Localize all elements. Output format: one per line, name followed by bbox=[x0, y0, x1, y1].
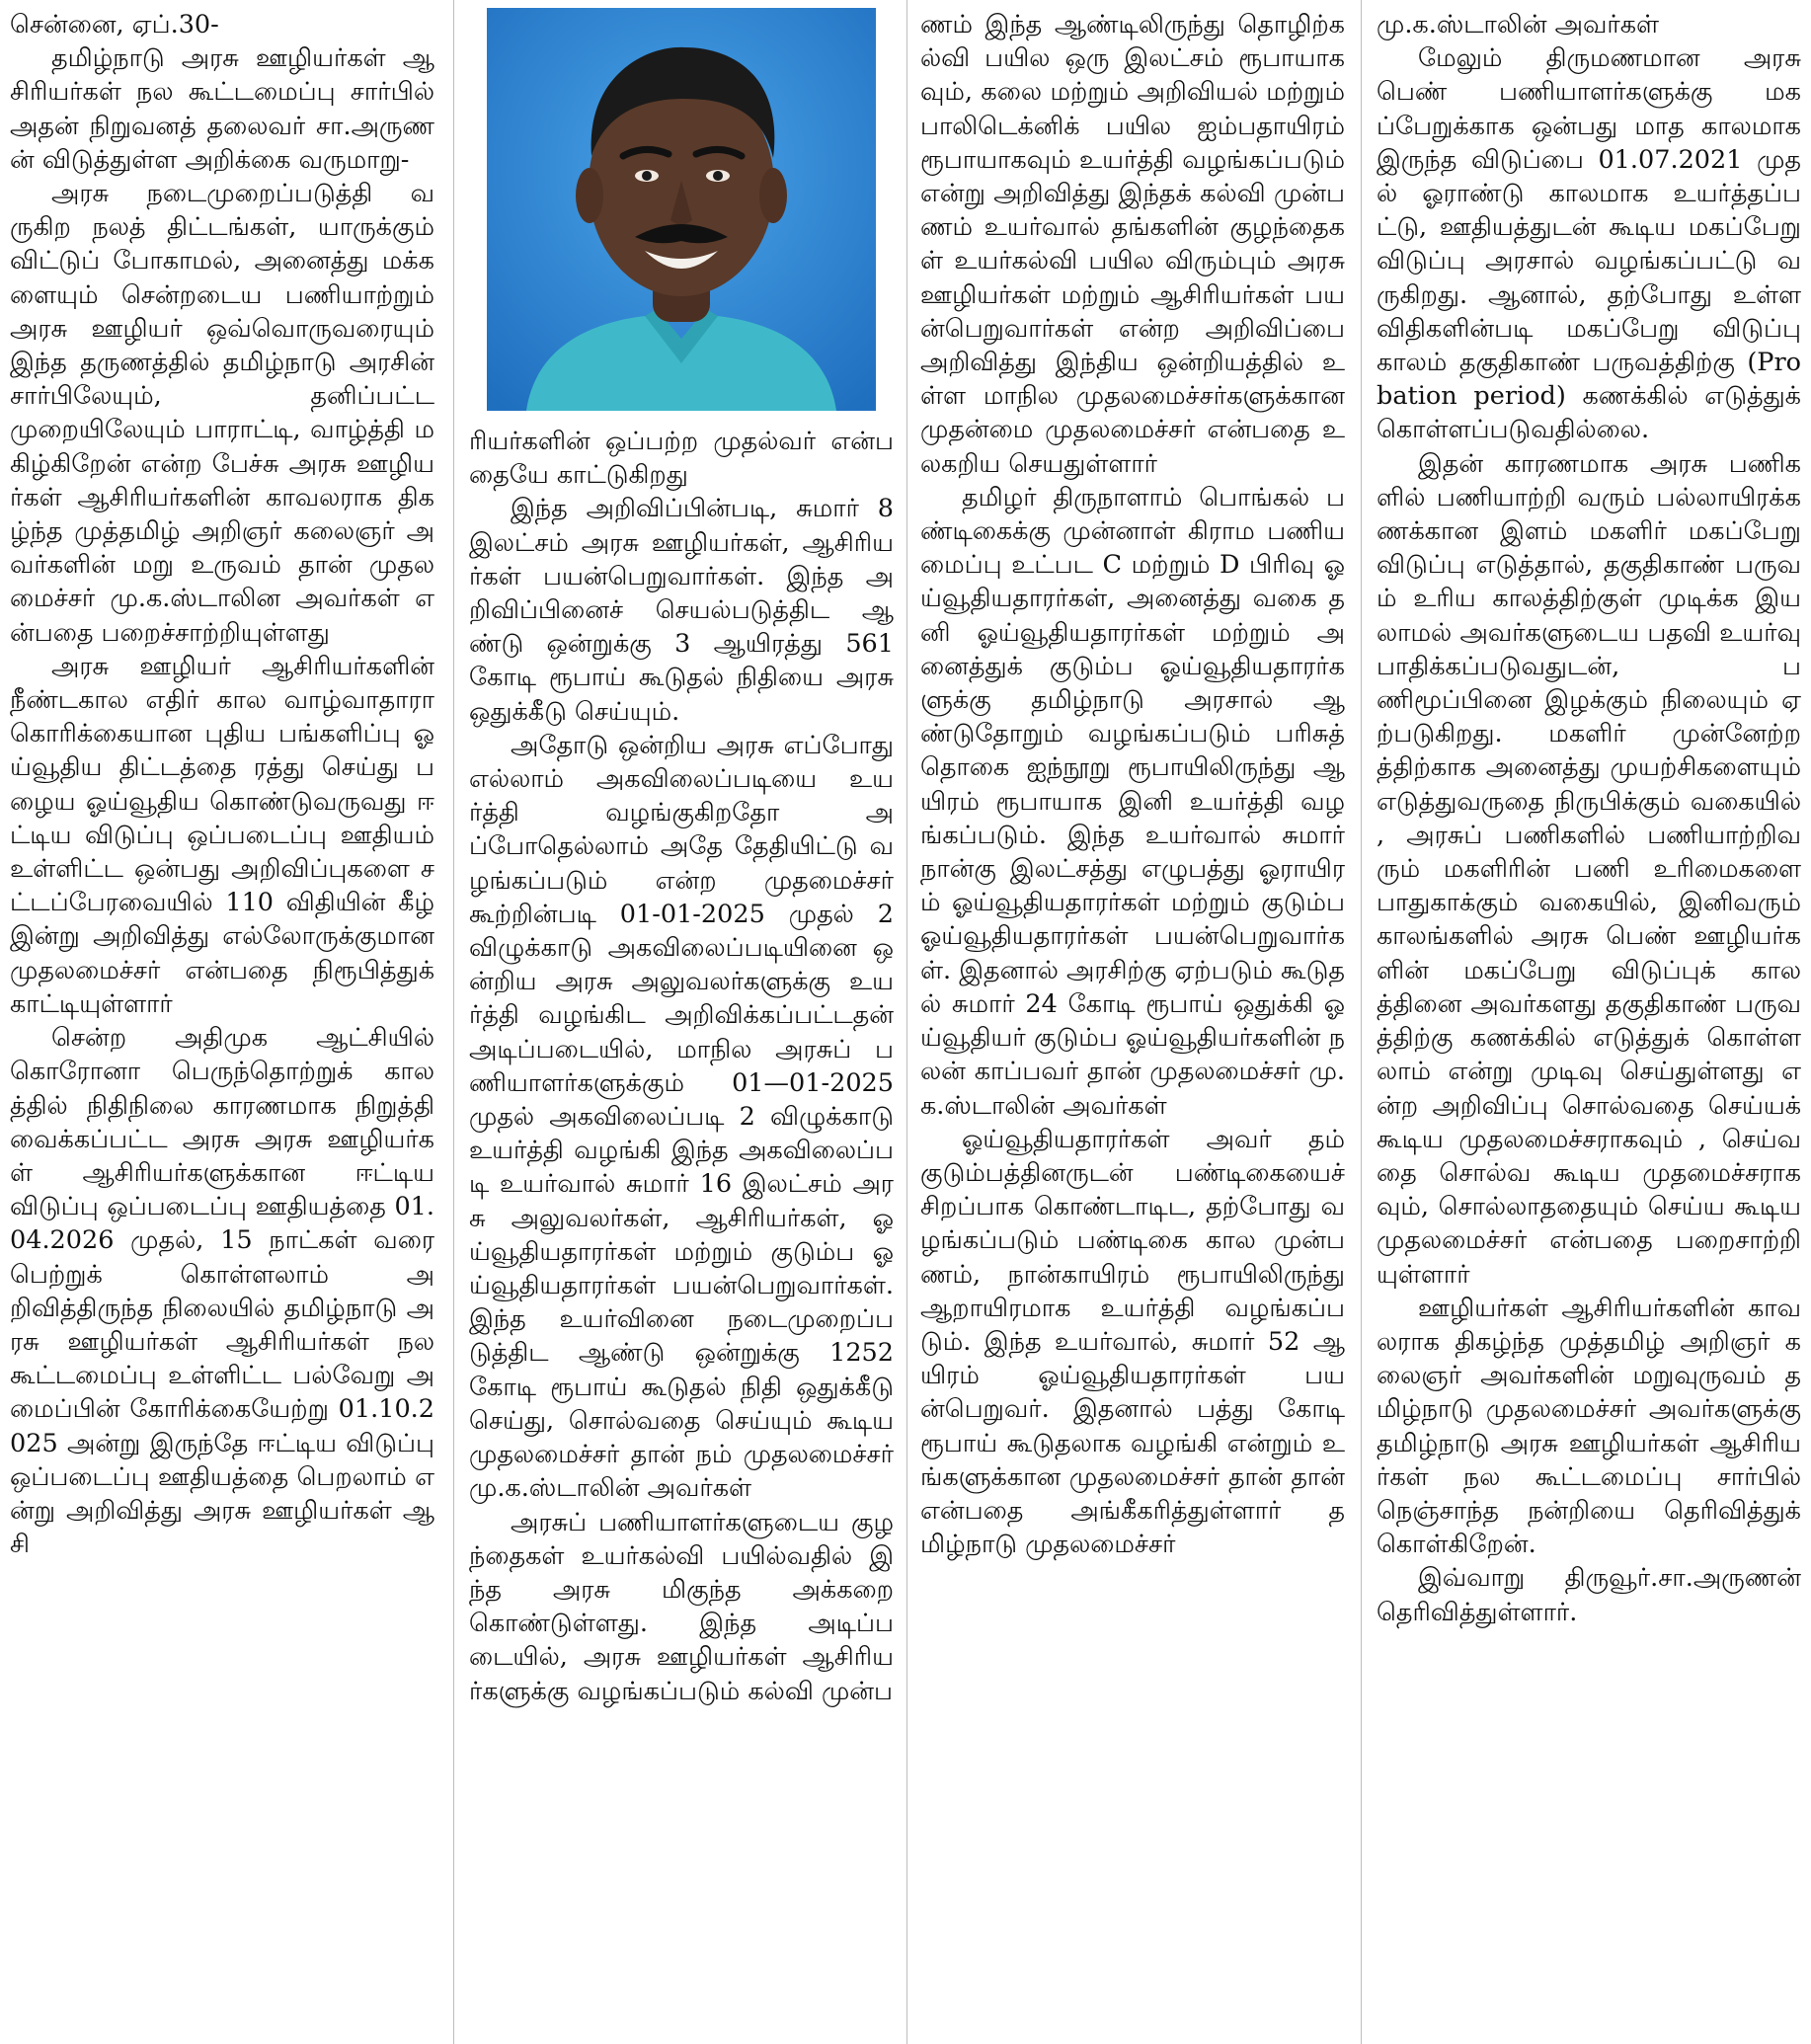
dateline: சென்னை, ஏப்.30- bbox=[10, 10, 219, 39]
paragraph: தமிழ்நாடு அரசு ஊழியர்கள் ஆசிரியர்கள் நல கூட்டமைப்பு சார்பில் அதன் நிறுவனத் தலைவர் சா.அருணன் விடுத்துள்ள அறிக்கை வருமாறு- bbox=[10, 43, 434, 175]
closing-line: இவ்வாறு திருவூர்.சா.அருணன் தெரிவித்துள்ளார். bbox=[1377, 1563, 1801, 1627]
column-divider bbox=[906, 0, 907, 2044]
column-divider bbox=[1361, 0, 1362, 2044]
paragraph: மேலும் திருமணமான அரசு பெண் பணியாளர்களுக்கு மகப்பேறுக்காக ஒன்பது மாத காலமாக இருந்த விடுப்பை 01.07.2021 முதல் ஓராண்டு காலமாக உயர்த்தப்பட்டு, ஊதியத்துடன் கூடிய மகப்பேறு விடுப்பு அரசால் வழங்கப்பட்டு வருகிறது. ஆனால், தற்போது உள்ள விதிகளின்படி மகப்பேறு விடுப்பு காலம் தகுதிகாண் பருவத்திற்கு (Probation period) கணக்கில் எடுத்துக் கொள்ளப்படுவதில்லை. bbox=[1377, 43, 1801, 445]
paragraph: அரசு நடைமுறைப்படுத்தி வருகிற நலத் திட்டங்கள், யாருக்கும் விட்டுப் போகாமல், அனைத்து மக்களையும் சென்றடைய பணியாற்றும் அரசு ஊழியர் ஒவ்வொருவரையும் இந்த தருணத்தில் தமிழ்நாடு அரசின் சார்பிலேயும், தனிப்பட்ட முறையிலேயும் பாராட்டி, வாழ்த்தி மகிழ்கிறேன் என்ற பேச்சு அரசு ஊழியர்கள் ஆசிரியர்களின் காவலராக திகழ்ந்த முத்தமிழ் அறிஞர் கலைஞர் அவர்களின் மறு உருவம் தான் முதலமைச்சர் மு.க.ஸ்டாலின அவர்கள் என்பதை பறைச்சாற்றியுள்ளது bbox=[10, 179, 434, 648]
paragraph: இந்த அறிவிப்பின்படி, சுமார் 8 இலட்சம் அரசு ஊழியர்கள், ஆசிரியர்கள் பயன்பெறுவார்கள். இந்த அறிவிப்பினைச் செயல்படுத்திட ஆண்டு ஒன்றுக்கு 3 ஆயிரத்து 561 கோடி ரூபாய் கூடுதல் நிதியை அரசு ஒதுக்கீடு செய்யும். bbox=[469, 494, 894, 727]
paragraph: அரசுப் பணியாளர்களுடைய குழந்தைகள் உயர்கல்வி பயில்வதில் இந்த அரசு மிகுந்த அக்கறை கொண்டுள்ளது. இந்த அடிப்படையில், அரசு ஊழியர்கள் ஆசிரியர்களுக்கு வழங்கப்படும் கல்வி முன்ப bbox=[469, 1507, 894, 1706]
left-ear bbox=[576, 168, 603, 223]
paragraph: ஓய்வூதியதாரர்கள் அவர் தம் குடும்பத்தினருடன் பண்டிகையைச் சிறப்பாக கொண்டாடிட, தற்போது வழங்கப்படும் பண்டிகை கால முன்பணம், நான்காயிரம் ரூபாயிலிருந்து ஆறாயிரமாக உயர்த்தி வழங்கப்படும். இந்த உயர்வால், சுமார் 52 ஆயிரம் ஓய்வூதியதாரர்கள் பயன்பெறுவர். இதனால் பத்து கோடி ரூபாய் கூடுதலாக வழங்கி என்றும் உங்களுக்கான முதலமைச்சர் தான் தான் என்பதை அங்கீகரித்துள்ளார் தமிழ்நாடு முதலமைச்சர் bbox=[920, 1124, 1345, 1560]
column-1 bbox=[0, 0, 444, 2044]
paragraph: மு.க.ஸ்டாலின் அவர்கள் bbox=[1377, 10, 1660, 39]
paragraph: தமிழர் திருநாளாம் பொங்கல் பண்டிகைக்கு முன்னாள் கிராம பணியமைப்பு உட்பட C மற்றும் D பிரிவு ஓய்வூதியதாரர்கள், அனைத்து வகை தனி ஓய்வூதியதாரர்கள் மற்றும் அனைத்துக் குடும்ப ஓய்வூதியதாரர்களுக்கு தமிழ்நாடு அரசால் ஆண்டுதோறும் வழங்கப்படும் பரிசுத் தொகை ஐந்நூறு ரூபாயிலிருந்து ஆயிரம் ரூபாயாக இனி உயர்த்தி வழங்கப்படும். இந்த உயர்வால் சுமார் நான்கு இலட்சத்து எழுபத்து ஓராயிரம் ஓய்வூதியதாரர்கள் மற்றும் குடும்ப ஓய்வூதியதாரர்கள் பயன்பெறுவார்கள். இதனால் அரசிற்கு ஏற்படும் கூடுதல் சுமார் 24 கோடி ரூபாய் ஒதுக்கி ஓய்வூதியர் குடும்ப ஓய்வூதியர்களின் நலன் காப்பவர் தான் முதலமைச்சர் மு.க.ஸ்டாலின் அவர்கள் bbox=[920, 482, 1345, 1121]
paragraph: அதோடு ஒன்றிய அரசு எப்போது எல்லாம் அகவிலைப்படியை உயர்த்தி வழங்குகிறதோ அப்போதெல்லாம் அதே தேதியிட்டு வழங்கப்படும் என்ற முதமைச்சர் கூற்றின்படி 01-01-2025 முதல் 2 விழுக்காடு அகவிலைப்படியினை ஒன்றிய அரசு அலுவலர்களுக்கு உயர்த்தி வழங்கிட அறிவிக்கப்பட்டதன் அடிப்படையில், மாநில அரசுப் பணியாளர்களுக்கும் 01—01-2025 முதல் அகவிலைப்படி 2 விழுக்காடு உயர்த்தி வழங்கி இந்த அகவிலைப்படி உயர்வால் சுமார் 16 இலட்சம் அரசு அலுவலர்கள், ஆசிரியர்கள், ஓய்வூதியதாரர்கள் மற்றும் குடும்ப ஓய்வூதியதாரர்கள் பயன்பெறுவார்கள். இந்த உயர்வினை நடைமுறைப்படுத்திட ஆண்டு ஒன்றுக்கு 1252 கோடி ரூபாய் கூடுதல் நிதி ஒதுக்கீடு செய்து, சொல்வதை செய்யும் கூடிய முதலமைச்சர் தான் நம் முதலமைச்சர் மு.க.ஸ்டாலின் அவர்கள் bbox=[469, 730, 894, 1504]
right-ear bbox=[759, 168, 787, 223]
column-3 bbox=[910, 0, 1355, 2044]
column-2 bbox=[459, 0, 904, 2044]
portrait-photo bbox=[487, 8, 876, 411]
paragraph: ஊழியர்கள் ஆசிரியர்களின் காவலராக திகழ்ந்த முத்தமிழ் அறிஞர் கலைஞர் அவர்களின் மறுவுருவம் தமிழ்நாடு முதலமைச்சர் அவர்களுக்கு தமிழ்நாடு அரசு ஊழியர்கள் ஆசிரியர்கள் நல கூட்டமைப்பு சார்பில் நெஞ்சாந்த நன்றியை தெரிவித்துக் கொள்கிறேன். bbox=[1377, 1293, 1801, 1560]
paragraph: ரியர்களின் ஒப்பற்ற முதல்வர் என்பதையே காட்டுகிறது bbox=[469, 427, 894, 491]
paragraph: ணம் இந்த ஆண்டிலிருந்து தொழிற்கல்வி பயில ஒரு இலட்சம் ரூபாயாகவும், கலை மற்றும் அறிவியல் மற்றும் பாலிடெக்னிக் பயில ஐம்பதாயிரம் ரூபாயாகவும் உயர்த்தி வழங்கப்படும் என்று அறிவித்து இந்தக் கல்வி முன்பணம் உயர்வால் தங்களின் குழந்தைகள் உயர்கல்வி பயில விரும்பும் அரசு ஊழியர்கள் மற்றும் ஆசிரியர்கள் பயன்பெறுவார்கள் என்ற அறிவிப்பை அறிவித்து இந்திய ஒன்றியத்தில் உள்ள மாநில முதலமைச்சர்களுக்கான முதன்மை முதலமைச்சர் என்பதை உலகறிய செயதுள்ளார் bbox=[920, 10, 1345, 479]
column-4 bbox=[1367, 0, 1811, 2044]
paragraph: இதன் காரணமாக அரசு பணிகளில் பணியாற்றி வரும் பல்லாயிரக்கணக்கான இளம் மகளிர் மகப்பேறு விடுப்பு எடுத்தால், தகுதிகாண் பருவம் உரிய காலத்திற்குள் முடிக்க இயலாமல் அவர்களுடைய பதவி உயர்வு பாதிக்கப்படுவதுடன், பணிமூப்பினை இழக்கும் நிலையும் ஏற்படுகிறது. மகளிர் முன்னேற்றத்திற்காக அனைத்து முயற்சிகளையும் எடுத்துவருதை நிருபிக்கும் வகையில் , அரசுப் பணிகளில் பணியாற்றிவரும் மகளிரின் பணி உரிமைகளை பாதுகாக்கும் வகையில், இனிவரும் காலங்களில் அரசு பெண் ஊழியர்களின் மகப்பேறு விடுப்புக் காலத்தினை அவர்களது தகுதிகாண் பருவத்திற்கு கணக்கில் எடுத்துக் கொள்ளலாம் என்று முடிவு செய்துள்ளது என்ற அறிவிப்பு சொல்வதை செய்யக் கூடிய முதலமைச்சராகவும் , செய்வதை சொல்வ கூடிய முதமைச்சராகவும், சொல்லாததையும் செய்ய கூடிய முதலமைச்சர் என்பதை பறைசாற்றி யுள்ளார் bbox=[1377, 448, 1801, 1290]
paragraph: அரசு ஊழியர் ஆசிரியர்களின் நீண்டகால எதிர் கால வாழ்வாதாரா கொரிக்கையான புதிய பங்களிப்பு ஓய்வூதிய திட்டத்தை ரத்து செய்து பழைய ஓய்வூதிய கொண்டுவருவது ஈட்டிய விடுப்பு ஒப்படைப்பு ஊதியம் உள்ளிட்ட ஒன்பது அறிவிப்புகளை சட்டப்பேரவையில் 110 விதியின் கீழ் இன்று அறிவித்து எல்லோருக்குமான முதலமைச்சர் என்பதை நிரூபித்துக் காட்டியுள்ளார் bbox=[10, 651, 434, 1019]
paragraph: சென்ற அதிமுக ஆட்சியில் கொரோனா பெருந்தொற்றுக் காலத்தில் நிதிநிலை காரணமாக நிறுத்தி வைக்கப்பட்ட அரசு அரசு ஊழியர்கள் ஆசிரியர்களுக்கான ஈட்டிய விடுப்பு ஒப்படைப்பு ஊதியத்தை 01.04.2026 முதல், 15 நாட்கள் வரை பெற்றுக் கொள்ளலாம் அறிவித்திருந்த நிலையில் தமிழ்நாடு அரசு ஊழியர்கள் ஆசிரியர்கள் நல கூட்டமைப்பு உள்ளிட்ட பல்வேறு அமைப்பின் கோரிக்கையேற்று 01.10.2025 அன்று இருந்தே ஈட்டிய விடுப்பு ஒப்படைப்பு ஊதியத்தை பெறலாம் என்று அறிவித்து அரசு ஊழியர்கள் ஆசி bbox=[10, 1023, 434, 1560]
person-portrait-image bbox=[487, 8, 876, 411]
column-divider bbox=[453, 0, 454, 2044]
